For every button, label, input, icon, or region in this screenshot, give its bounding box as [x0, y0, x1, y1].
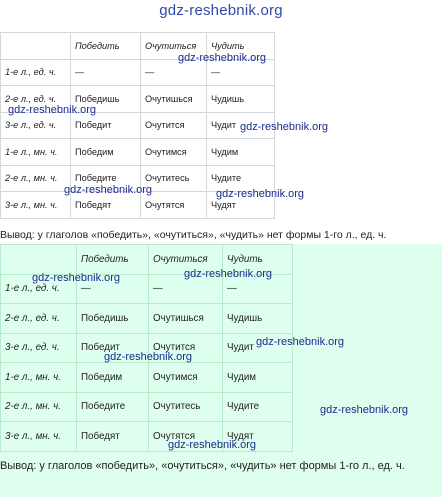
form-cell: Победишь [77, 304, 149, 334]
form-cell: Чудишь [207, 86, 275, 113]
conclusion-text-2: Вывод: у глаголов «победить», «очутиться», «чудить» нет формы 1-го л., ед. ч. [0, 460, 405, 472]
table-row [1, 363, 293, 393]
person-cell: 1-е л., мн. ч. [1, 139, 71, 166]
form-cell: Очутятся [141, 192, 207, 219]
form-cell: Чудят [223, 422, 293, 452]
form-cell: — [149, 274, 223, 304]
form-cell: Чудишь [223, 304, 293, 334]
form-cell: Очутитесь [141, 165, 207, 192]
watermark: gdz-reshebnik.org [320, 404, 409, 416]
form-cell: Чудят [207, 192, 275, 219]
form-cell: Очутишься [141, 86, 207, 113]
watermark: gdz-reshebnik.org [32, 272, 121, 284]
watermark: gdz-reshebnik.org [168, 439, 257, 451]
watermark: gdz-reshebnik.org [256, 336, 345, 348]
form-cell: Чудит [223, 333, 293, 363]
header-cell-chudit: Чудить [223, 245, 293, 275]
watermark: gdz-reshebnik.org [184, 268, 273, 280]
watermark: gdz-reshebnik.org [64, 184, 153, 196]
form-cell: — [141, 59, 207, 86]
site-header[interactable]: gdz-reshebnik.org [159, 2, 283, 19]
person-cell: 3-е л., ед. ч. [1, 333, 77, 363]
watermark: gdz-reshebnik.org [104, 351, 193, 363]
header-cell-pobedit: Победить [71, 33, 141, 60]
form-cell: Очутятся [149, 422, 223, 452]
form-cell: Чудит [207, 112, 275, 139]
table-row [1, 304, 293, 334]
person-cell: 2-е л., ед. ч. [1, 86, 71, 113]
form-cell: Победите [77, 392, 149, 422]
conclusion-text-1: Вывод: у глаголов «победить», «очутиться», «чудить» нет формы 1-го л., ед. ч. [0, 229, 387, 241]
form-cell: — [207, 59, 275, 86]
form-cell: Победят [77, 422, 149, 452]
form-cell: Чудите [207, 165, 275, 192]
header-cell-pobedit: Победить [77, 245, 149, 275]
form-cell: Победит [77, 333, 149, 363]
form-cell: Очутитесь [149, 392, 223, 422]
form-cell: Чудите [223, 392, 293, 422]
form-cell: Победите [71, 165, 141, 192]
person-cell: 1-е л., мн. ч. [1, 363, 77, 393]
form-cell: Победят [71, 192, 141, 219]
watermark: gdz-reshebnik.org [8, 104, 97, 116]
form-cell: — [77, 274, 149, 304]
form-cell: Очутимся [149, 363, 223, 393]
form-cell: Очутится [149, 333, 223, 363]
form-cell: Очутимся [141, 139, 207, 166]
form-cell: Победим [71, 139, 141, 166]
table-row [1, 139, 275, 166]
header-cell-corner [1, 33, 71, 60]
form-cell: Очутишься [149, 304, 223, 334]
person-cell: 3-е л., ед. ч. [1, 112, 71, 139]
person-cell: 2-е л., мн. ч. [1, 165, 71, 192]
form-cell: — [223, 274, 293, 304]
header-cell-ochutitsya: Очутиться [141, 33, 207, 60]
watermark: gdz-reshebnik.org [240, 121, 329, 133]
person-cell: 3-е л., мн. ч. [1, 192, 71, 219]
form-cell: Победишь [71, 86, 141, 113]
conjugation-panel-1 [0, 32, 442, 280]
table-row [1, 392, 293, 422]
person-cell: 2-е л., мн. ч. [1, 392, 77, 422]
watermark: gdz-reshebnik.org [178, 52, 267, 64]
person-cell: 1-е л., ед. ч. [1, 59, 71, 86]
watermark: gdz-reshebnik.org [216, 188, 305, 200]
person-cell: 3-е л., мн. ч. [1, 422, 77, 452]
form-cell: Чудим [207, 139, 275, 166]
form-cell: Очутится [141, 112, 207, 139]
form-cell: Победит [71, 112, 141, 139]
header-cell-corner [1, 245, 77, 275]
person-cell: 1-е л., ед. ч. [1, 274, 77, 304]
form-cell: — [71, 59, 141, 86]
header-cell-ochutitsya: Очутиться [149, 245, 223, 275]
form-cell: Победим [77, 363, 149, 393]
header-cell-chudit: Чудить [207, 33, 275, 60]
person-cell: 2-е л., ед. ч. [1, 304, 77, 334]
form-cell: Чудим [223, 363, 293, 393]
